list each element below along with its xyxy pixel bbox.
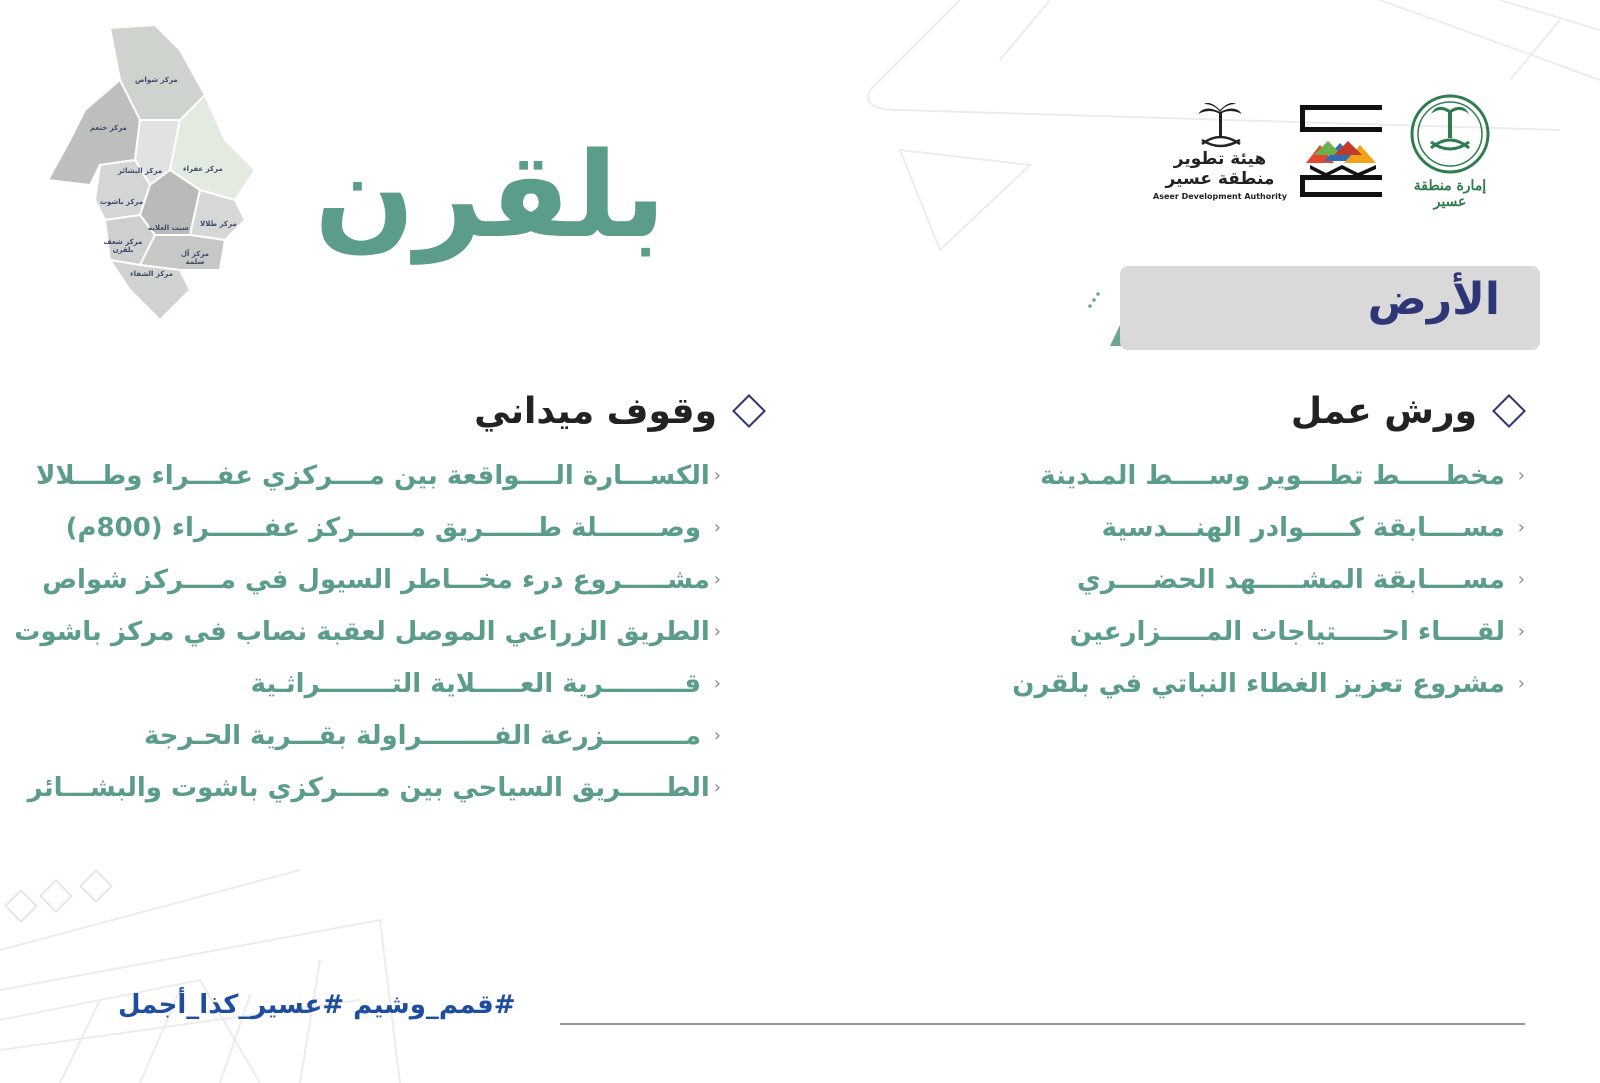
list-item-text: مخطـــــط تطـــوير وســــط المـدينة: [1040, 461, 1505, 491]
banner-title: الأرض: [1367, 274, 1500, 325]
list-item: [985, 658, 1525, 710]
list-item-text: وصـــــــلة طــــــريق مــــــركز عفــــــراء (800م): [65, 513, 701, 543]
list-item-text: الطريق الزراعي الموصل لعقبة نصاب في مركز باشوت: [14, 617, 710, 647]
chevron-icon: ‹: [713, 517, 721, 538]
list-item: [60, 502, 721, 554]
emirate-text: إمارة منطقة عسير: [1413, 178, 1487, 210]
section-banner: [1120, 266, 1540, 350]
map-label-shawas: مركز شواص: [135, 76, 178, 84]
chevron-icon: ‹: [713, 465, 721, 486]
footer-hashtag: #قمم_وشيم #عسير_كذا_أجمل: [118, 990, 516, 1020]
palm-swords-icon: [1160, 100, 1280, 150]
map-label-afraa: مركز عفراء: [183, 165, 223, 173]
region-map: [40, 20, 270, 330]
list-item: [985, 554, 1525, 606]
region-title: بلقرن: [314, 126, 666, 264]
aseer-pattern-logo: [1300, 105, 1386, 201]
workshops-section: [985, 386, 1525, 710]
aseer-authority-ar-line2: منطقة عسير: [1165, 169, 1275, 189]
list-item-text: مـــــــــزرعة الفــــــــراولة بقـــرية الحـرجة: [144, 721, 701, 751]
map-label-bashoot: مركز باشوت: [100, 198, 144, 206]
map-label-alshifa: مركز الشفاء: [130, 270, 173, 278]
map-label-talala: مركز طلالا: [200, 220, 237, 228]
list-item-text: لقــــاء احـــــتياجات المـــــزارعين: [1069, 617, 1505, 647]
list-item: [60, 710, 721, 762]
workshops-heading: ورش عمل: [1290, 390, 1477, 432]
aseer-authority-logo: [1153, 100, 1287, 210]
chevron-icon: ‹: [713, 673, 721, 694]
chevron-icon: ‹: [1517, 569, 1525, 590]
field-visits-section: [14, 386, 765, 814]
footer-divider: [560, 1023, 1525, 1025]
list-item-text: الكســـارة الــــواقعة بين مــــركزي عفـــراء وطـــلالا: [36, 461, 710, 491]
list-item-text: مشـــــروع درء مخـــاطر السيول في مــــركز شواص: [42, 565, 710, 595]
field-visits-list: [14, 450, 721, 814]
list-item: [985, 450, 1525, 502]
list-item: [985, 606, 1525, 658]
list-item: [985, 502, 1525, 554]
map-label-shaaf-balqarn: مركز شعف بلقرن: [103, 238, 143, 254]
list-item: [42, 554, 721, 606]
chevron-icon: ‹: [1517, 673, 1525, 694]
chevron-icon: ‹: [713, 621, 721, 642]
chevron-icon: ‹: [713, 569, 721, 590]
field-visits-heading-row: [60, 386, 765, 436]
diamond-icon: [732, 394, 766, 428]
aseer-authority-en: Aseer Development Authority: [1153, 192, 1287, 201]
list-item-text: مســــابقة المشـــــهد الحضــــري: [1077, 565, 1505, 595]
diamond-icon: [1492, 394, 1526, 428]
map-label-al-salma: مركز آل سلمة: [180, 250, 210, 266]
emirate-emblem-icon: [1405, 92, 1495, 178]
map-label-sabt-alalaya: سبت العلاية: [148, 224, 189, 232]
list-item-text: مشروع تعزيز الغطاء النباتي في بلقرن: [1012, 669, 1505, 699]
chevron-icon: ‹: [1517, 621, 1525, 642]
map-label-bashaer: مركز البشائر: [118, 167, 163, 175]
list-item: [60, 658, 721, 710]
list-item-text: مســــابقة كـــــوادر الهنـــدسية: [1101, 513, 1505, 543]
chevron-icon: ‹: [1517, 465, 1525, 486]
map-label-khathaam: مركز خثعم: [90, 124, 127, 132]
workshops-heading-row: [985, 386, 1525, 436]
emirate-logo: [1405, 92, 1495, 210]
chevron-icon: ‹: [713, 777, 721, 798]
list-item: [14, 606, 721, 658]
chevron-icon: ‹: [1517, 517, 1525, 538]
aseer-authority-ar-line1: هيئة تطوير: [1173, 149, 1267, 169]
region-map-shape: [40, 20, 270, 330]
list-item: [27, 762, 721, 814]
list-item-text: الطـــــريق السياحي بين مــــركزي باشوت والبشـــائر: [27, 773, 710, 803]
list-item-text: قـــــــــرية العـــــلاية التــــــــراثـية: [250, 669, 701, 699]
aseer-pattern-icon: [1300, 105, 1386, 201]
field-visits-heading: وقوف ميداني: [474, 390, 717, 432]
workshops-list: [985, 450, 1525, 710]
chevron-icon: ‹: [713, 725, 721, 746]
list-item: [36, 450, 721, 502]
